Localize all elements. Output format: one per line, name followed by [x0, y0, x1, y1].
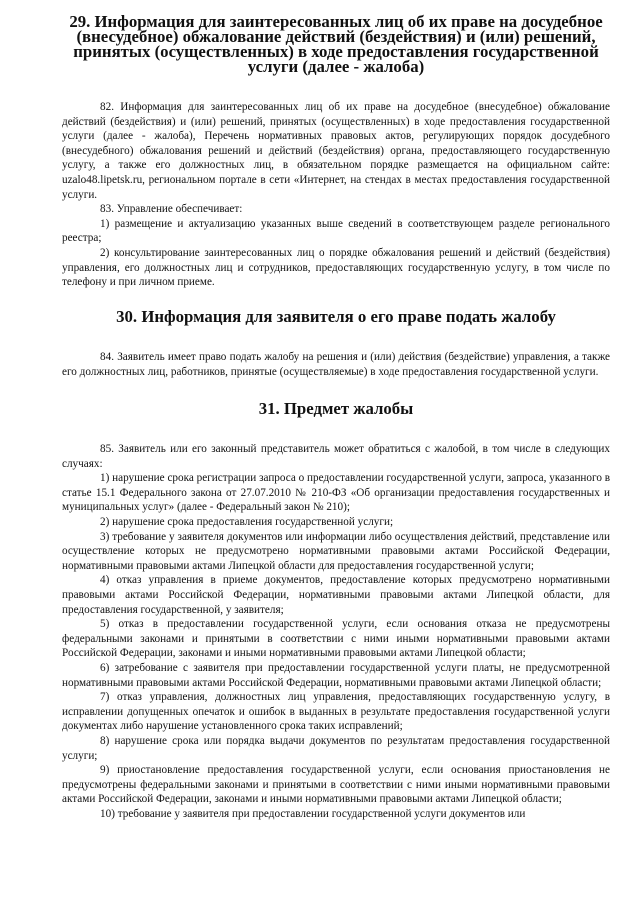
paragraph-85-item-9: 9) приостановление предоставления государственной услуги, если основания приостановления не предусмотрены федеральными законами и принятыми в соответствии с ними иными нормативными правовыми актами Российской Федерации, законами и иными нормативными правовыми актами Липецкой области;	[62, 764, 610, 806]
paragraph-85-item-2: 2) нарушение срока предоставления государственной услуги;	[100, 516, 394, 529]
paragraph-85-item-4: 4) отказ управления в приеме документов, предоставление которых предусмотрено нормативными правовыми актами Российской Федерации, нормативными правовыми актами Липецкой области, для предоставления государственной, у заявителя;	[62, 574, 610, 616]
paragraph-85-item-7: 7) отказ управления, должностных лиц управления, предоставляющих государственную услугу, в исправлении допущенных опечаток и ошибок в выданных в результате предоставления государственной услуги документах либо нарушение установленного срока таких исправлений;	[62, 691, 610, 733]
section-heading-30: 30. Информация для заявителя о его праве подать жалобу	[116, 306, 556, 326]
paragraph-85-item-6: 6) затребование с заявителя при предоставлении государственной услуги платы, не предусмотренной нормативными правовыми актами Российской Федерации, нормативными правовыми актами Липецкой области;	[62, 662, 610, 689]
section-heading-29: 29. Информация для заинтересованных лиц об их праве на досудебное (внесудебное) обжалование действий (бездействия) и (или) решений, принятых (осуществленных) в ходе предоставления государственной услуги (далее - жалоба)	[69, 12, 603, 76]
paragraph-85: 85. Заявитель или его законный представитель может обратиться с жалобой, в том числе в следующих случаях:	[62, 443, 610, 470]
paragraph-83-item-2: 2) консультирование заинтересованных лиц о порядке обжалования решений и действий (бездействия) управления, его должностных лиц и сотрудников, предоставляющих государственную услугу, в том числе по телефону и при личном приеме.	[62, 246, 610, 289]
paragraph-85-item-8: 8) нарушение срока или порядка выдачи документов по результатам предоставления государственной услуги;	[62, 734, 610, 762]
paragraph-83: 83. Управление обеспечивает:	[100, 203, 243, 216]
paragraph-84: 84. Заявитель имеет право подать жалобу на решения и (или) действия (бездействие) управления, а также его должностных лиц, работников, принятые (осуществляемые) в ходе предоставления государственной услуги.	[62, 351, 610, 378]
paragraph-85-item-1: 1) нарушение срока регистрации запроса о предоставлении государственной услуги, запроса, указанного в статье 15.1 Федерального закона от 27.07.2010 № 210-ФЗ «Об организации предоставления государственных и муниципальных услуг» (далее - Федеральный закон № 210);	[62, 472, 610, 514]
paragraph-85-item-10: 10) требование у заявителя при предоставлении государственной услуги документов или	[100, 807, 526, 820]
section-heading-31: 31. Предмет жалобы	[258, 398, 414, 418]
document-page	[62, 14, 610, 822]
paragraph-85-item-3: 3) требование у заявителя документов или информации либо осуществления действий, представление или осуществление которых не предусмотрено нормативными правовыми актами Российской Федерации, нормативными правовыми актами Липецкой области для предоставления государственной услуги;	[62, 530, 610, 572]
paragraph-83-item-1: 1) размещение и актуализацию указанных выше сведений в соответствующем разделе регионального реестра;	[62, 217, 610, 245]
paragraph-85-item-5: 5) отказ в предоставлении государственной услуги, если основания отказа не предусмотрены федеральными законами и принятыми в соответствии с ними иными нормативными правовыми актами Российской Федерации, законами и иными нормативными правовыми актами Липецкой области;	[62, 618, 610, 660]
paragraph-82: 82. Информация для заинтересованных лиц об их праве на досудебное (внесудебное) обжалование действий (бездействия) и (или) решений, принятых (осуществленных) в ходе предоставления государственной услуги (далее - жалоба), Перечень нормативных правовых актов, регулирующих порядок досудебного (внесудебного) обжалования решений и действий (бездействия) органа, предоставляющего государственную услугу, а также его должностных лиц, в обязательном порядке размещается на официальном сайте: uzalo48.lipetsk.ru, региональном портале в сети «Интернет, на стендах в местах предоставления государственной услуги.	[62, 101, 610, 201]
